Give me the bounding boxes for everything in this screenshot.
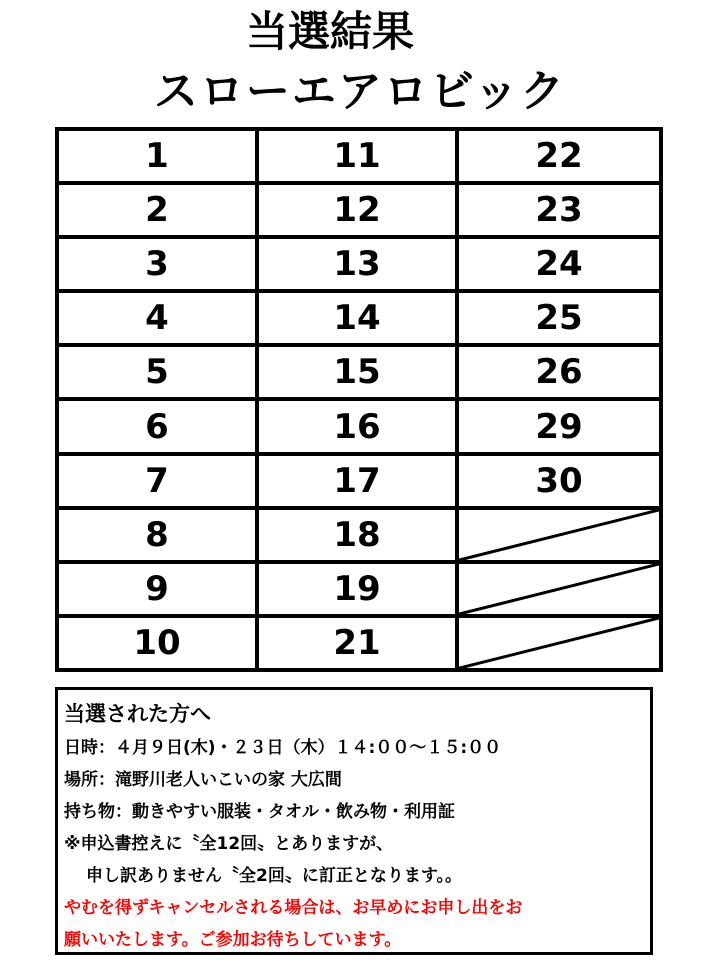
number-cell: 8 (57, 508, 257, 562)
empty-cell (457, 508, 661, 562)
number-cell: 21 (257, 616, 457, 670)
number-cell: 12 (257, 183, 457, 237)
table-row (57, 291, 661, 345)
number-cell: 16 (257, 399, 457, 453)
cancellation-notice-line: やむを得ずキャンセルされる場合は、お早めにお申し出をお (64, 898, 523, 918)
table-row (57, 183, 661, 237)
table-row (57, 562, 661, 616)
number-cell: 3 (57, 237, 257, 291)
number-cell: 7 (57, 454, 257, 508)
winner-number-table (55, 127, 663, 672)
venue-line: 場所：滝野川老人いこいの家 大広間 (64, 770, 342, 790)
table-row (57, 508, 661, 562)
number-cell: 9 (57, 562, 257, 616)
date-time-line: 日時：４月９日(木)・２３日（木）１４:００～１５:００ (64, 738, 502, 758)
table-row (57, 129, 661, 183)
notice-heading: 当選された方へ (64, 702, 211, 726)
number-cell: 29 (457, 399, 661, 453)
number-cell: 10 (57, 616, 257, 670)
number-cell: 17 (257, 454, 457, 508)
number-cell: 4 (57, 291, 257, 345)
table-row (57, 237, 661, 291)
number-cell: 5 (57, 345, 257, 399)
number-cell: 1 (57, 129, 257, 183)
number-cell: 30 (457, 454, 661, 508)
number-cell: 19 (257, 562, 457, 616)
empty-cell (457, 562, 661, 616)
diagonal-strike (459, 510, 659, 560)
number-cell: 11 (257, 129, 457, 183)
number-cell: 25 (457, 291, 661, 345)
correction-note-line: ※申込書控えに〝全12回〟とありますが、 (64, 834, 394, 854)
table-row (57, 454, 661, 508)
number-cell: 14 (257, 291, 457, 345)
diagonal-strike (459, 618, 659, 668)
diagonal-strike (459, 564, 659, 614)
number-cell: 26 (457, 345, 661, 399)
cancellation-notice-continued: 願いいたします。ご参加お待ちしています。 (64, 930, 402, 950)
number-cell: 6 (57, 399, 257, 453)
number-cell: 22 (457, 129, 661, 183)
correction-note-continued: 申し訳ありません〝全2回〟に訂正となります。。 (86, 866, 462, 886)
empty-cell (457, 616, 661, 670)
table-row (57, 399, 661, 453)
belongings-line: 持ち物：動きやすい服装・タオル・飲み物・利用証 (64, 802, 455, 822)
event-name: スローエアロビック (153, 66, 567, 117)
table-row (57, 616, 661, 670)
winner-notice-box (55, 687, 653, 955)
number-cell: 13 (257, 237, 457, 291)
number-cell: 24 (457, 237, 661, 291)
table-row (57, 345, 661, 399)
number-cell: 23 (457, 183, 661, 237)
number-cell: 18 (257, 508, 457, 562)
number-cell: 2 (57, 183, 257, 237)
page-title: 当選結果 (245, 7, 414, 56)
number-cell: 15 (257, 345, 457, 399)
